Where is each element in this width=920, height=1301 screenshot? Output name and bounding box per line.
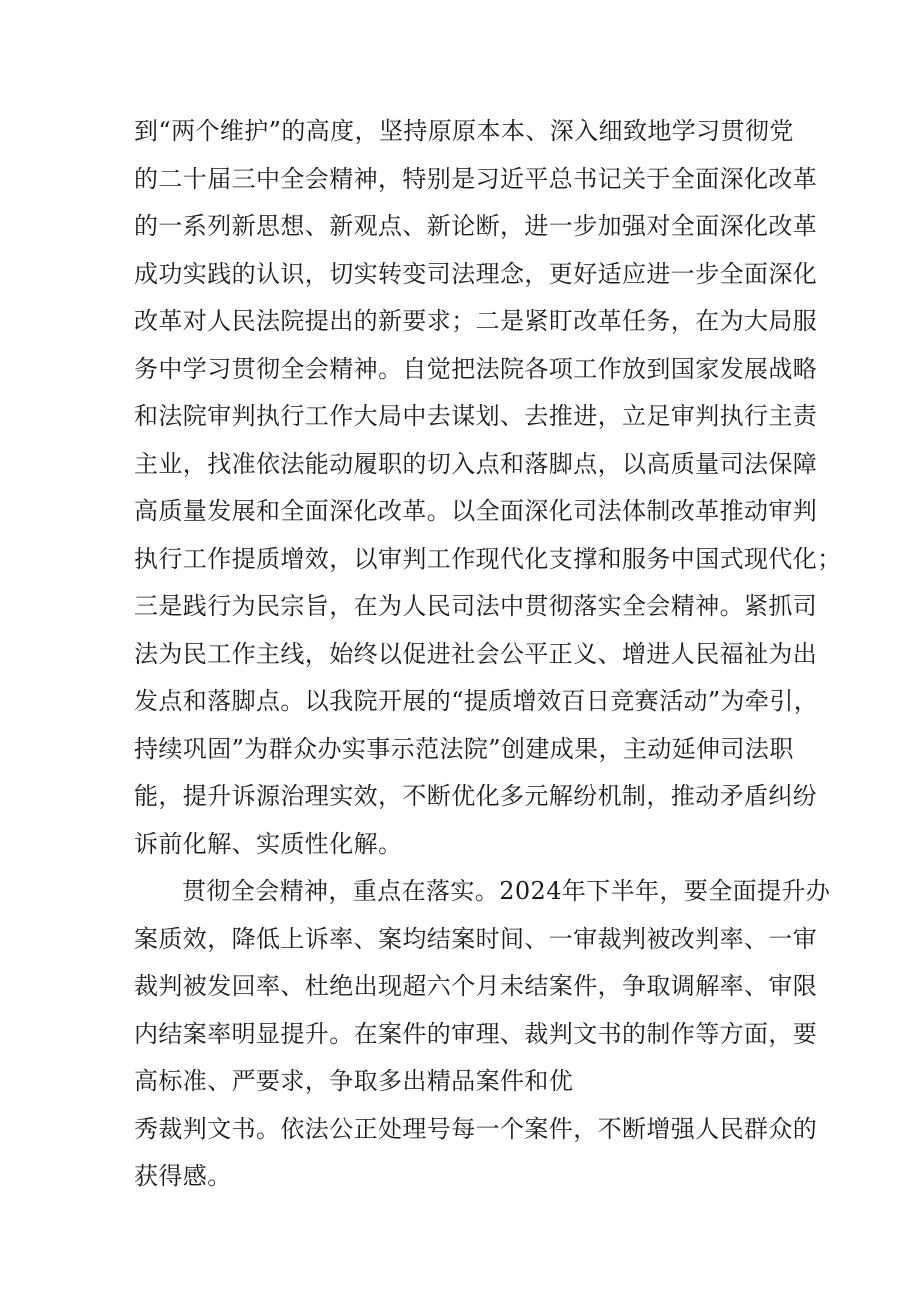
text-line: 改革对人民法院提出的新要求；二是紧盯改革任务，在为大局服 [134,307,818,335]
text-line: 三是践行为民宗旨，在为人民司法中贯彻落实全会精神。紧抓司 [134,592,818,620]
text-line: 能，提升诉源治理实效，不断优化多元解纷机制，推动矛盾纠纷 [134,782,818,810]
text-line: 到“两个维护”的高度，坚持原原本本、深入细致地学习贯彻党 [134,117,794,145]
text-line: 和法院审判执行工作大局中去谋划、去推进，立足审判执行主责 [134,402,818,430]
paragraph-start-line: 贯彻全会精神，重点在落实。2024年下半年，要全面提升办 [182,877,831,905]
text-line: 高质量发展和全面深化改革。以全面深化司法体制改革推动审判 [134,497,818,525]
text-line: 的二十届三中全会精神，特别是习近平总书记关于全面深化改革 [134,164,818,193]
text-line: 的一系列新思想、新观点、新论断，进一步加强对全面深化改革 [134,212,818,240]
text-line: 持续巩固”为群众办实事示范法院”创建成果，主动延伸司法职 [134,734,794,763]
text-line: 诉前化解、实质性化解。 [134,829,403,858]
text-line: 发点和落脚点。以我院开展的“提质增效百日竞赛活动”为牵引， [134,687,819,715]
text-line: 主业，找准依法能动履职的切入点和落脚点，以高质量司法保障 [134,449,818,478]
text-line: 获得感。 [134,1162,232,1190]
text-line: 执行工作提质增效，以审判工作现代化支撑和服务中国式现代化； [134,544,842,573]
text-line: 成功实践的认识，切实转变司法理念，更好适应进一步全面深化 [134,259,818,288]
body-text [134,108,842,1201]
text-line: 秀裁判文书。依法公正处理号每一个案件，不断增强人民群众的 [134,1114,818,1143]
text-line: 案质效，降低上诉率、案均结案时间、一审裁判被改判率、一审 [134,924,818,953]
text-line: 裁判被发回率、杜绝出现超六个月未结案件，争取调解率、审限 [134,972,818,1000]
text-line: 内结案率明显提升。在案件的审理、裁判文书的制作等方面，要 [134,1019,818,1048]
text-line: 法为民工作主线，始终以促进社会公平正义、增进人民福祉为出 [134,639,818,668]
text-line: 高标准、严要求，争取多出精品案件和优 [134,1067,574,1095]
text-line: 务中学习贯彻全会精神。自觉把法院各项工作放到国家发展战略 [134,354,818,383]
